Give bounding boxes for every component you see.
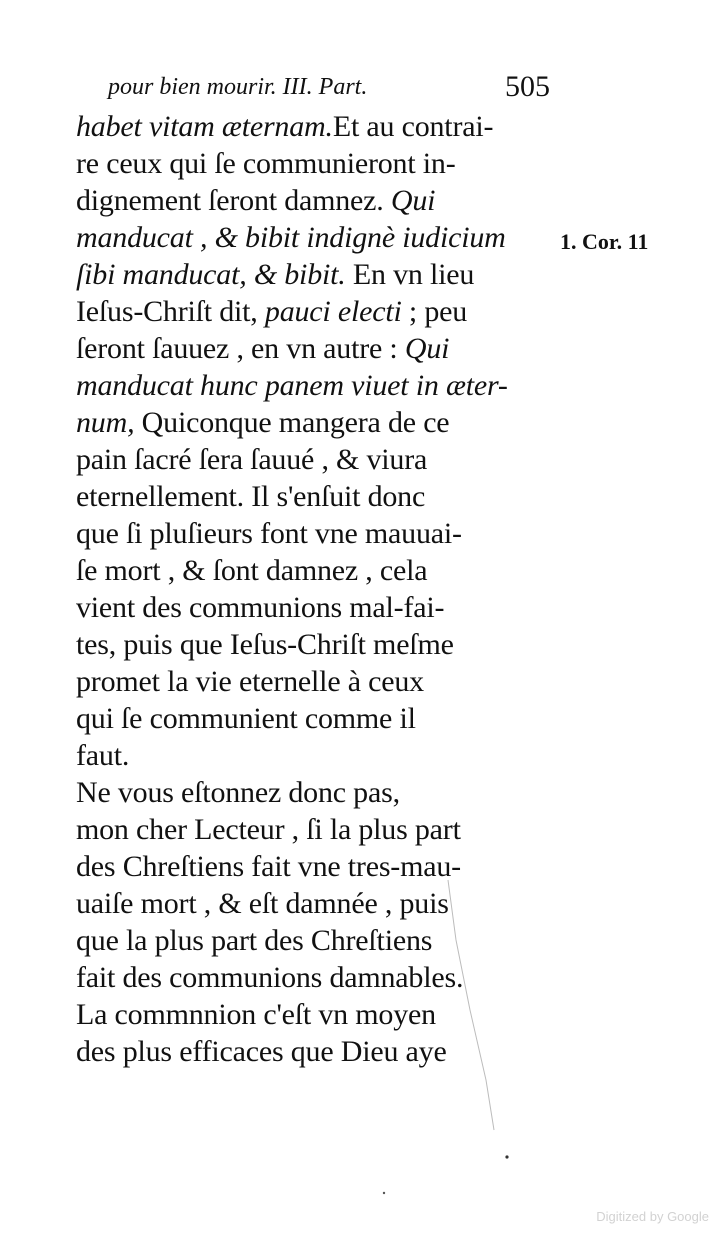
roman-span: Quiconque mangera de ce xyxy=(134,406,450,439)
roman-span: que la plus part des Chreſtiens xyxy=(76,924,433,957)
roman-span: uaiſe mort , & eſt damnée , puis xyxy=(76,887,449,920)
roman-span: Ne vous eſtonnez donc pas, xyxy=(76,776,400,809)
roman-span: que ſi pluſieurs font vne mauuai- xyxy=(76,517,462,550)
latin-italic-span: manducat hunc panem viuet in æter- xyxy=(76,369,508,402)
latin-italic-span: habet vitam æternam. xyxy=(76,110,333,143)
latin-italic-span: pauci electi xyxy=(264,295,402,328)
latin-italic-span: Qui xyxy=(404,332,450,365)
roman-span: des Chreſtiens fait vne tres-mau- xyxy=(76,850,461,883)
roman-span: fait des communions damnables. xyxy=(76,961,464,994)
running-title: pour bien mourir. III. Part. xyxy=(108,74,368,100)
roman-span: faut. xyxy=(76,739,130,772)
roman-span: vient des communions mal-fai- xyxy=(76,591,445,624)
roman-span: promet la vie eternelle à ceux xyxy=(76,665,424,698)
roman-span: Et au contrai- xyxy=(332,110,494,143)
roman-span: des plus efficaces que Dieu aye xyxy=(76,1035,447,1068)
roman-span: re ceux qui ſe communieront in- xyxy=(76,147,456,180)
roman-span: tes, puis que Ieſus-Chriſt meſme xyxy=(76,628,454,661)
roman-span: eternellement. Il s'enſuit donc xyxy=(76,480,426,513)
roman-span: ; peu xyxy=(401,295,468,328)
latin-italic-span: ſibi manducat, & bibit. xyxy=(76,258,346,291)
latin-italic-span: manducat , & bibit indignè iudicium xyxy=(76,221,506,254)
roman-span: La commnnion c'eſt vn moyen xyxy=(76,998,436,1031)
roman-span: qui ſe communient comme il xyxy=(76,702,416,735)
latin-italic-span: Qui xyxy=(390,184,436,217)
roman-span: ſeront ſauuez , en vn autre : xyxy=(76,332,405,365)
roman-span: mon cher Lecteur , ſi la plus part xyxy=(76,813,461,846)
page-number: 505 xyxy=(505,70,550,103)
margin-note: 1. Cor. 11 xyxy=(560,229,649,254)
roman-span: Ieſus-Chriſt dit, xyxy=(76,295,265,328)
roman-span: dignement ſeront damnez. xyxy=(76,184,391,217)
roman-span: ſe mort , & ſont damnez , cela xyxy=(76,554,428,587)
latin-italic-span: num, xyxy=(76,406,135,439)
digitization-watermark: Digitized by Google xyxy=(596,1209,709,1224)
roman-span: pain ſacré ſera ſauué , & viura xyxy=(76,443,428,476)
roman-span: En vn lieu xyxy=(345,258,475,291)
